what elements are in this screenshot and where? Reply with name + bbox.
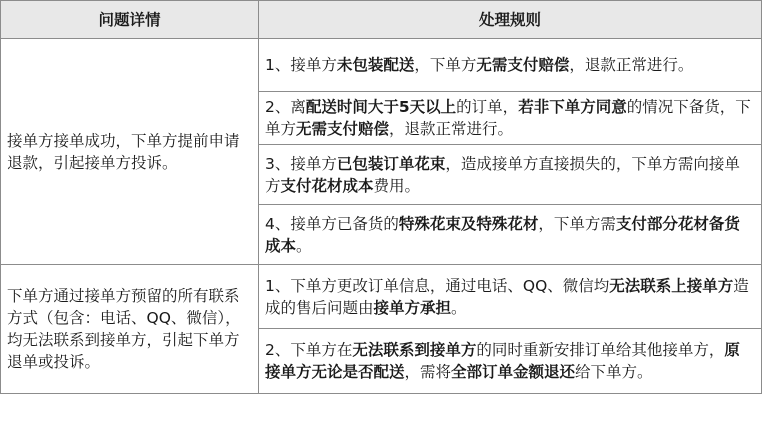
rule-cell [259, 205, 762, 265]
rule-text: ，需将 [404, 363, 452, 381]
rule-cell [259, 92, 762, 145]
rule-text-emphasis: 接单方承担 [373, 298, 452, 317]
rule-text: 。 [451, 298, 467, 317]
rule-text-emphasis: 支付部分花材备货成本 [265, 214, 740, 255]
rules-body [1, 39, 762, 394]
rule-text: 4、接单方已备货的 [265, 214, 399, 233]
rule-cell [259, 265, 762, 329]
rule-cell [259, 39, 762, 92]
rule-text: 。 [296, 236, 312, 255]
issue-cell: 下单方通过接单方预留的所有联系方式（包含：电话、QQ、微信），均无法联系到接单方，引起下单方退单或投诉。 [1, 265, 259, 394]
rule-text-emphasis: 已包装订单花束 [336, 154, 446, 173]
rule-text-emphasis: 无法联系上接单方 [609, 276, 734, 295]
rule-text: 3、接单方 [265, 154, 337, 173]
rule-text: ，退款正常进行。 [389, 120, 514, 138]
rule-text: ，下单方需 [538, 214, 616, 233]
rule-text: 费用。 [373, 176, 421, 195]
rule-text: ，下单方 [414, 56, 477, 74]
rule-text-emphasis: 无需支付赔偿 [476, 56, 570, 74]
rule-text: 1、下单方更改订单信息，通过电话、QQ、微信均 [265, 276, 610, 295]
rule-text: 的同时重新安排订单给其他接单方， [476, 341, 725, 359]
rule-text: 2、下单方在 [265, 341, 353, 359]
rule-text: 给下单方。 [575, 363, 653, 381]
table-header-row [1, 1, 762, 39]
rule-text-emphasis: 支付花材成本 [280, 176, 374, 195]
rule-text-emphasis: 特殊花束及特殊花材 [398, 214, 539, 233]
rule-text: ，造成接单方直接损失的，下单方需向接单方 [265, 154, 740, 195]
table-row [1, 39, 762, 92]
table-row [1, 265, 762, 329]
rule-text-emphasis: 若非下单方同意 [518, 98, 627, 116]
issue-cell: 接单方接单成功，下单方提前申请退款，引起接单方投诉。 [1, 39, 259, 265]
rule-text-emphasis: 配送时间大于5天以上 [305, 98, 457, 116]
rule-text-emphasis: 无法联系到接单方 [352, 341, 477, 359]
rule-text: 2、离 [265, 98, 306, 116]
rule-cell [259, 145, 762, 205]
rule-cell [259, 329, 762, 394]
rule-text: 的订单， [456, 98, 519, 116]
rule-text-emphasis: 全部订单金额退还 [451, 363, 576, 381]
rule-text-emphasis: 未包装配送 [336, 56, 415, 74]
header-rule: 处理规则 [259, 1, 762, 39]
rule-text: ，退款正常进行。 [569, 56, 694, 74]
rule-text-emphasis: 原接单方无论是否配送 [265, 341, 740, 381]
rule-text: 的情况下备货，下单方 [265, 98, 751, 138]
rule-text-emphasis: 无需支付赔偿 [296, 120, 390, 138]
rule-text: 造成的售后问题由 [265, 276, 749, 317]
rule-text: 1、接单方 [265, 56, 337, 74]
header-issue: 问题详情 [1, 1, 259, 39]
